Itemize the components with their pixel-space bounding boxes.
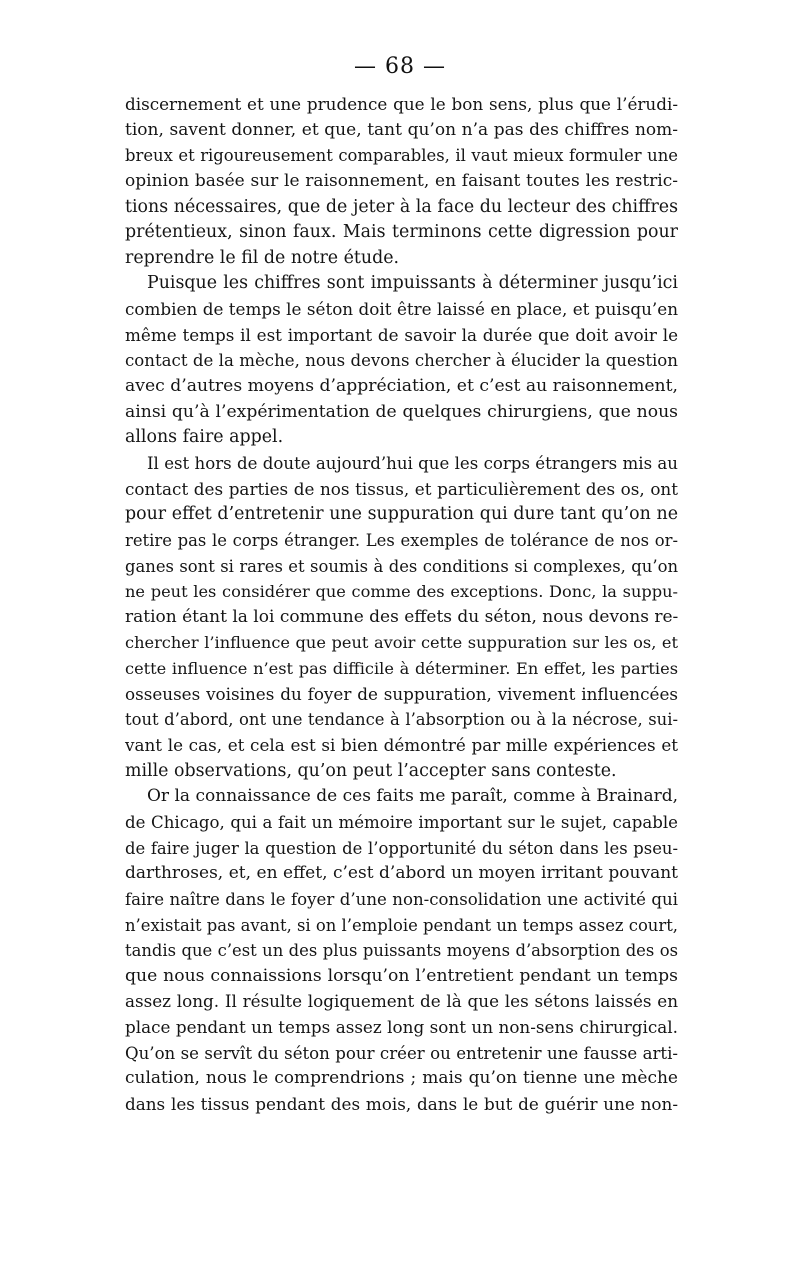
text-line: même temps il est important de savoir la durée que doit avoir le	[125, 324, 678, 345]
text-line: de Chicago, qui a fait un mémoire important sur le sujet, capable	[125, 812, 678, 832]
page-number: — 68 —	[354, 54, 446, 79]
text-line: vant le cas, et cela est si bien démontré par mille expériences et	[125, 735, 678, 756]
text-line: prétentieux, sinon faux. Mais terminons cette digression pour	[125, 222, 678, 243]
text-line: discernement et une prudence que le bon sens, plus que l’érudi-	[125, 94, 678, 114]
text-line: allons faire appel.	[125, 427, 284, 448]
text-line: Qu’on se servît du séton pour créer ou entretenir une fausse arti-	[125, 1043, 678, 1063]
text-line: faire naître dans le foyer d’une non-consolidation une activité qui	[125, 889, 678, 909]
text-line: opinion basée sur le raisonnement, en faisant toutes les restric-	[125, 170, 678, 191]
text-line: tandis que c’est un des plus puissants moyens d’absorption des os	[125, 941, 678, 961]
body-text	[125, 92, 678, 1118]
text-line: ganes sont si rares et soumis à des conditions si complexes, qu’on	[125, 556, 678, 576]
text-line: tout d’abord, ont une tendance à l’absorption ou à la nécrose, sui-	[125, 710, 678, 730]
text-line: de faire juger la question de l’opportunité du séton dans les pseu-	[125, 838, 678, 858]
text-line: assez long. Il résulte logiquement de là que les sétons laissés en	[125, 991, 678, 1012]
text-line: contact de la mèche, nous devons chercher à élucider la question	[125, 351, 678, 371]
text-line: avec d’autres moyens d’appréciation, et c’est au raisonnement,	[125, 376, 678, 397]
text-line: Puisque les chiffres sont impuissants à déterminer jusqu’ici	[147, 273, 678, 294]
text-line: tions nécessaires, que de jeter à la face du lecteur des chiffres	[125, 196, 678, 217]
text-line: reprendre le fil de notre étude.	[125, 247, 400, 268]
text-line: dans les tissus pendant des mois, dans le but de guérir une non-	[125, 1093, 678, 1114]
text-line: que nous connaissions lorsqu’on l’entretient pendant un temps	[125, 965, 678, 986]
text-line: Or la connaissance de ces faits me paraît, comme à Brainard,	[147, 786, 678, 807]
text-line: pour effet d’entretenir une suppuration qui dure tant qu’on ne	[125, 504, 678, 525]
text-line: ne peut les considérer que comme des exceptions. Donc, la suppu-	[125, 582, 678, 602]
text-line: Il est hors de doute aujourd’hui que les corps étrangers mis au	[147, 453, 678, 473]
text-line: combien de temps le séton doit être laissé en place, et puisqu’en	[125, 299, 678, 320]
text-line: cette influence n’est pas difficile à déterminer. En effet, les parties	[125, 659, 678, 679]
text-line: ration étant la loi commune des effets du séton, nous devons re-	[125, 606, 679, 627]
text-line: culation, nous le comprendrions ; mais qu’on tienne une mèche	[125, 1068, 678, 1089]
text-line: n’existait pas avant, si on l’emploie pendant un temps assez court,	[125, 915, 678, 935]
text-line: darthroses, et, en effet, c’est d’abord un moyen irritant pouvant	[125, 863, 678, 884]
text-line: place pendant un temps assez long sont un non-sens chirurgical.	[125, 1017, 678, 1038]
text-line: mille observations, qu’on peut l’accepter sans conteste.	[125, 760, 617, 781]
text-line: osseuses voisines du foyer de suppuration, vivement influencées	[125, 683, 678, 704]
text-line: chercher l’influence que peut avoir cette suppuration sur les os, et	[125, 633, 678, 653]
text-line: ainsi qu’à l’expérimentation de quelques chirurgiens, que nous	[125, 401, 678, 422]
text-line: contact des parties de nos tissus, et particulièrement des os, ont	[125, 478, 678, 499]
text-line: breux et rigoureusement comparables, il vaut mieux formuler une	[125, 146, 678, 166]
text-line: retire pas le corps étranger. Les exemples de tolérance de nos or-	[125, 530, 678, 550]
text-line: tion, savent donner, et que, tant qu’on n’a pas des chiffres nom-	[125, 119, 678, 140]
